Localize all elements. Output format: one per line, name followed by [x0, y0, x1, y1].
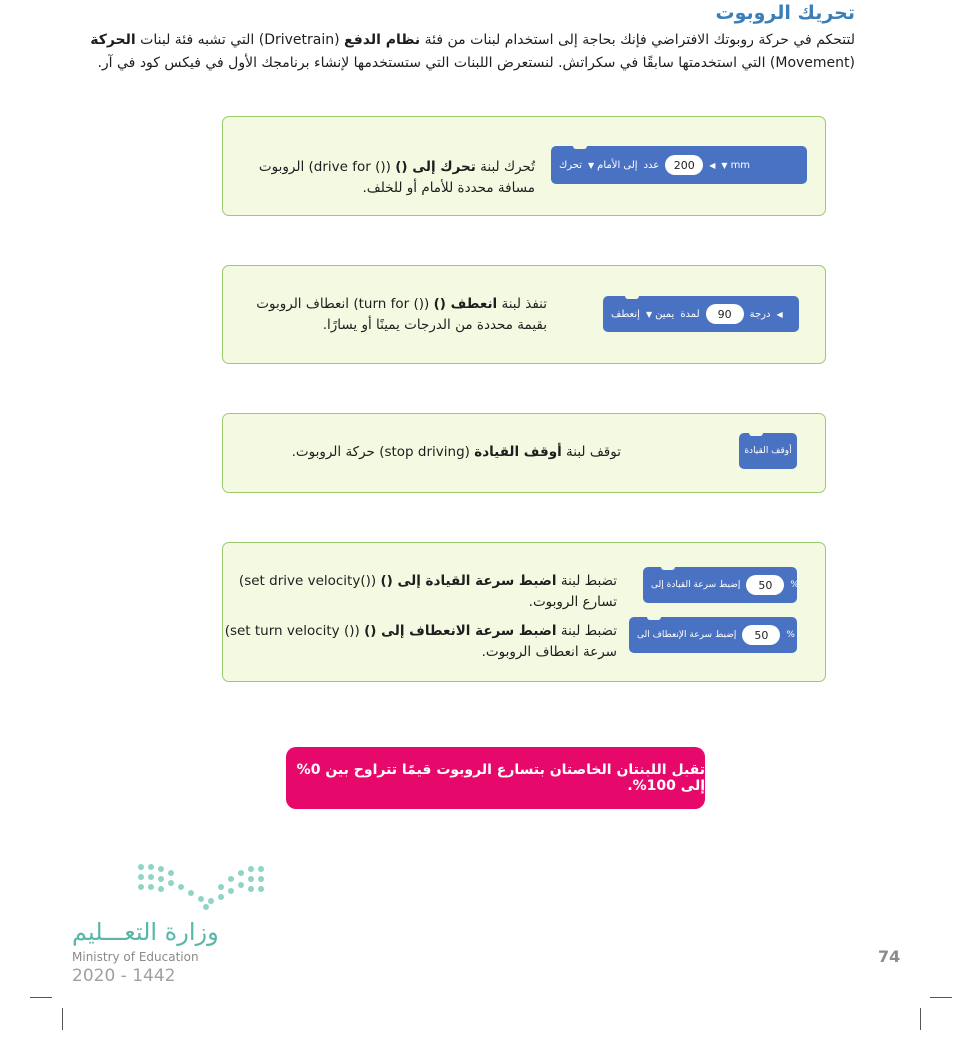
- stop-driving-block[interactable]: [739, 433, 797, 469]
- crop-mark: [930, 997, 952, 998]
- set-turn-velocity-block[interactable]: [629, 617, 797, 653]
- left-arrow-icon: ◀: [709, 160, 716, 170]
- drive-velocity-input[interactable]: 50: [746, 575, 784, 595]
- desc-line-2: تسارع الروبوت.: [528, 594, 617, 610]
- desc-text: تضبط لبنة: [556, 623, 617, 639]
- dropdown-arrow-icon: ▼: [645, 309, 653, 319]
- intro-bold-movement: الحركة: [90, 32, 136, 48]
- crop-mark: [62, 1008, 63, 1030]
- dropdown-arrow-icon: ▼: [588, 160, 595, 170]
- velocity-range-callout: [286, 747, 705, 809]
- desc-text: توقف لبنة: [561, 444, 621, 460]
- block-label: إضبط سرعة القيادة إلى: [651, 580, 741, 590]
- drive-for-description: [259, 157, 535, 199]
- page-number: 74: [878, 947, 901, 966]
- desc-line-2: سرعة انعطاف الروبوت.: [481, 644, 617, 660]
- intro-line-1: [90, 29, 855, 52]
- panel-turn-for: [222, 265, 826, 364]
- drive-for-block[interactable]: [551, 146, 807, 184]
- set-drive-velocity-block[interactable]: [643, 567, 797, 603]
- desc-text: (() set turn velocity): [224, 623, 365, 639]
- duration-label: لمدة: [680, 308, 700, 320]
- panel-drive-for: [222, 116, 826, 216]
- crop-mark: [30, 997, 52, 998]
- desc-bold: انعطف (): [433, 296, 498, 312]
- block-notch: [647, 616, 661, 620]
- desc-bold: اضبط سرعة القيادة إلى (): [380, 573, 557, 589]
- desc-text: (() turn for) انعطاف الروبوت: [256, 296, 434, 312]
- direction-value: إلى الأمام: [597, 159, 638, 171]
- direction-dropdown[interactable]: [646, 309, 674, 320]
- block-notch: [749, 432, 763, 436]
- panel-velocity: [222, 542, 826, 682]
- desc-bold: اضبط سرعة الانعطاف إلى (): [364, 623, 557, 639]
- turn-for-description: [256, 294, 547, 336]
- desc-line-2: بقيمة محددة من الدرجات يمينًا أو يسارًا.: [322, 317, 547, 333]
- direction-value: يمين: [655, 308, 675, 320]
- unit-dropdown[interactable]: [721, 160, 750, 171]
- block-label: إضبط سرعة الإنعطاف الى: [637, 630, 737, 640]
- intro-bold-drivetrain: نظام الدفع: [344, 32, 421, 48]
- turn-velocity-input[interactable]: 50: [742, 625, 780, 645]
- stop-driving-description: [292, 442, 621, 463]
- ministry-name-arabic: وزارة التعـــليم: [72, 918, 219, 946]
- degrees-input[interactable]: 90: [706, 304, 744, 324]
- desc-text: تنفذ لبنة: [497, 296, 547, 312]
- distance-input[interactable]: 200: [665, 155, 703, 175]
- dropdown-arrow-icon: ▼: [721, 160, 728, 170]
- drive-velocity-description: [239, 571, 617, 613]
- turn-for-block[interactable]: [603, 296, 799, 332]
- page-title: تحريك الروبوت: [715, 2, 855, 24]
- intro-paragraph: [90, 29, 855, 75]
- desc-text: تُحرك لبنة: [475, 159, 535, 175]
- desc-line-2: مسافة محددة للأمام أو للخلف.: [362, 180, 535, 196]
- desc-text: (stop driving) حركة الروبوت.: [291, 444, 475, 460]
- ministry-logo-dots-icon: [136, 862, 272, 910]
- block-verb: إنعطف: [611, 308, 640, 320]
- crop-mark: [920, 1008, 921, 1030]
- block-notch: [625, 295, 639, 299]
- turn-velocity-description: [225, 621, 617, 663]
- block-label: أوقف القيادة: [744, 446, 792, 456]
- intro-line-2: (Movement) التي استخدمتها سابقًا في سكراتش. لنستعرض اللبنات التي ستستخدمها لإنشاء برنامجك الأول في فيكس كود في آر.: [97, 55, 855, 71]
- block-notch: [573, 145, 587, 149]
- percent-label: %: [786, 630, 795, 640]
- desc-text: تضبط لبنة: [556, 573, 617, 589]
- left-arrow-icon: ◀: [776, 309, 783, 319]
- intro-text: (Drivetrain) التي تشبه فئة لبنات: [135, 32, 345, 48]
- ministry-name-english: Ministry of Education: [72, 950, 199, 964]
- panel-stop-driving: [222, 413, 826, 493]
- desc-bold: أوقف القيادة: [474, 444, 562, 460]
- unit-value: mm: [730, 159, 751, 171]
- percent-label: %: [790, 580, 799, 590]
- block-verb: تحرك: [559, 159, 582, 171]
- unit-label: درجة: [749, 308, 771, 320]
- count-label: عدد: [643, 159, 660, 171]
- ministry-year: 2020 - 1442: [72, 966, 176, 986]
- intro-text: لتتحكم في حركة روبوتك الافتراضي فإنك بحاجة إلى استخدام لبنات من فئة: [420, 32, 855, 48]
- block-notch: [661, 566, 675, 570]
- desc-bold: تحرك إلى (): [395, 159, 476, 175]
- callout-text: تقبل اللبنتان الخاصتان بتسارع الروبوت قيمًا تتراوح بين 0% إلى 100%.: [296, 762, 705, 794]
- desc-text: (()set drive velocity): [238, 573, 381, 589]
- desc-text: (() drive for) الروبوت: [258, 159, 396, 175]
- direction-dropdown[interactable]: [588, 160, 638, 171]
